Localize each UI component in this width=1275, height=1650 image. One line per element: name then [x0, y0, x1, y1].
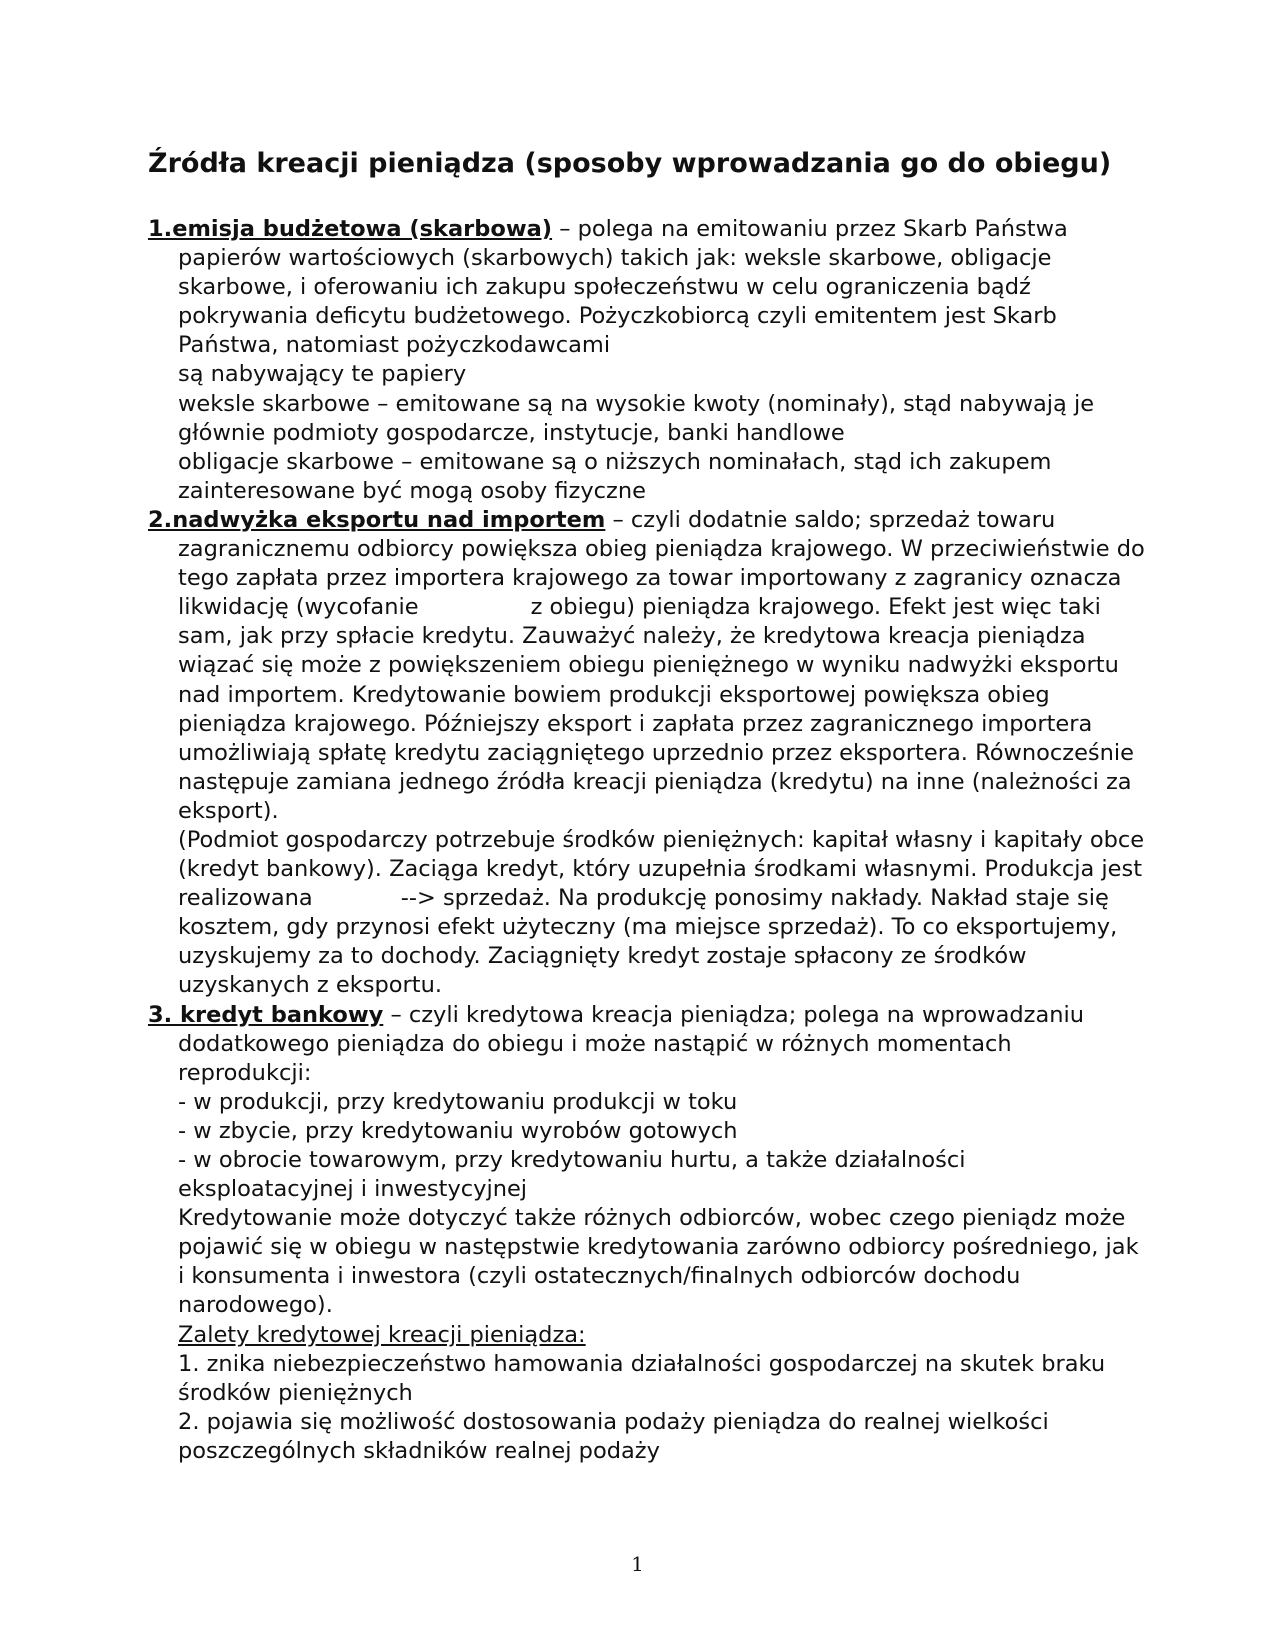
- section-1-obligacje: obligacje skarbowe – emitowane są o niższych nominałach, stąd ich zakupem zainteresowane być mogą osoby fizyczne: [178, 448, 1052, 504]
- section-2-text-a: – czyli dodatnie saldo; sprzedaż towaru zagranicznemu odbiorcy powiększa obieg pieniądza krajowego. W przeciwieństwie do tego zapłata przez importera krajowego za towar importowany z zagranicy oznacza likwidację (wycofanie: [178, 506, 1145, 621]
- section-3-heading: 3. kredyt bankowy: [148, 1001, 384, 1028]
- section-3: [148, 1001, 1148, 1088]
- section-2-text-b: z obiegu) pieniądza krajowego. Efekt jest więc taki sam, jak przy spłacie kredytu. Zauważyć należy, że kredytowa kreacja pieniądza wiązać się może z powiększeniem obiegu pieniężnego w wyniku nadwyżki eksportu nad importem. Kredytowanie bowiem produkcji eksportowej powiększa obieg pieniądza krajowego. Późniejszy eksport i zapłata przez zagranicznego importera umożliwiają spłatę kredytu zaciągniętego uprzednio przez eksportera. Równocześnie następuje zamiana jednego źródła kreacji pieniądza (kredytu) na inne (należności za eksport).: [178, 594, 1134, 824]
- section-2-paren-a: (Podmiot gospodarczy potrzebuje środków pieniężnych: kapitał własny i kapitały obce (kredyt bankowy). Zaciąga kredyt, który uzupełnia środkami własnymi. Produkcja jest realizowana: [178, 826, 1145, 912]
- section-3-paragraph: Kredytowanie może dotyczyć także różnych odbiorców, wobec czego pieniądz może pojawić się w obiegu w następstwie kredytowania zarówno odbiorcy pośredniego, jak i konsumenta i inwestora (czyli ostatecznych/finalnych odbiorców dochodu narodowego).: [178, 1205, 1139, 1319]
- zalety-heading: Zalety kredytowej kreacji pieniądza:: [178, 1321, 586, 1348]
- section-3-text: – czyli kredytowa kreacja pieniądza; polega na wprowadzaniu dodatkowego pieniądza do obiegu i może nastąpić w różnych momentach reprodukcji:: [178, 1001, 1085, 1086]
- section-1-heading: 1.emisja budżetowa (skarbowa): [148, 216, 553, 242]
- section-1: [148, 215, 1148, 360]
- section-2-paren-b: --> sprzedaż. Na produkcję ponosimy nakłady. Nakład staje się kosztem, gdy przynosi efekt użyteczny (ma miejsce sprzedaż). To co eksportujemy, uzyskujemy za to dochody. Zaciągnięty kredyt zostaje spłacony ze środków uzyskanych z eksportu.: [178, 885, 1118, 999]
- zalety-item: 1. znika niebezpieczeństwo hamowania działalności gospodarczej na skutek braku środków pieniężnych: [178, 1350, 1106, 1406]
- section-3-bullet: - w produkcji, przy kredytowaniu produkcji w toku: [178, 1088, 738, 1115]
- document-title: Źródła kreacji pieniądza (sposoby wprowadzania go do obiegu): [148, 148, 1112, 179]
- section-3-bullet: - w obrocie towarowym, przy kredytowaniu hurtu, a także działalności eksploatacyjnej i inwestycyjnej: [178, 1147, 966, 1203]
- zalety-item: 2. pojawia się możliwość dostosowania podaży pieniądza do realnej wielkości poszczególnych składników realnej podaży: [178, 1408, 1049, 1464]
- section-2: [148, 506, 1148, 826]
- section-1-text: – polega na emitowaniu przez Skarb Państwa papierów wartościowych (skarbowych) takich jak: weksle skarbowe, obligacje skarbowe, i oferowaniu ich zakupu społeczeństwu w celu ograniczenia bądź pokrywania deficytu budżetowego. Pożyczkobiorcą czyli emitentem jest Skarb Państwa, natomiast pożyczkodawcami: [178, 216, 1068, 359]
- section-1-text-cont: są nabywający te papiery: [178, 361, 467, 388]
- section-3-bullet: - w zbycie, przy kredytowaniu wyrobów gotowych: [178, 1117, 738, 1144]
- section-2-parenthetical: [148, 826, 1148, 1001]
- section-2-heading: 2.nadwyżka eksportu nad importem: [148, 506, 606, 533]
- section-1-weksle: weksle skarbowe – emitowane są na wysokie kwoty (nominały), stąd nabywają je głównie podmioty gospodarcze, instytucje, banki handlowe: [178, 390, 1095, 446]
- document-body: [148, 215, 1148, 1466]
- page-number: 1: [631, 1552, 644, 1576]
